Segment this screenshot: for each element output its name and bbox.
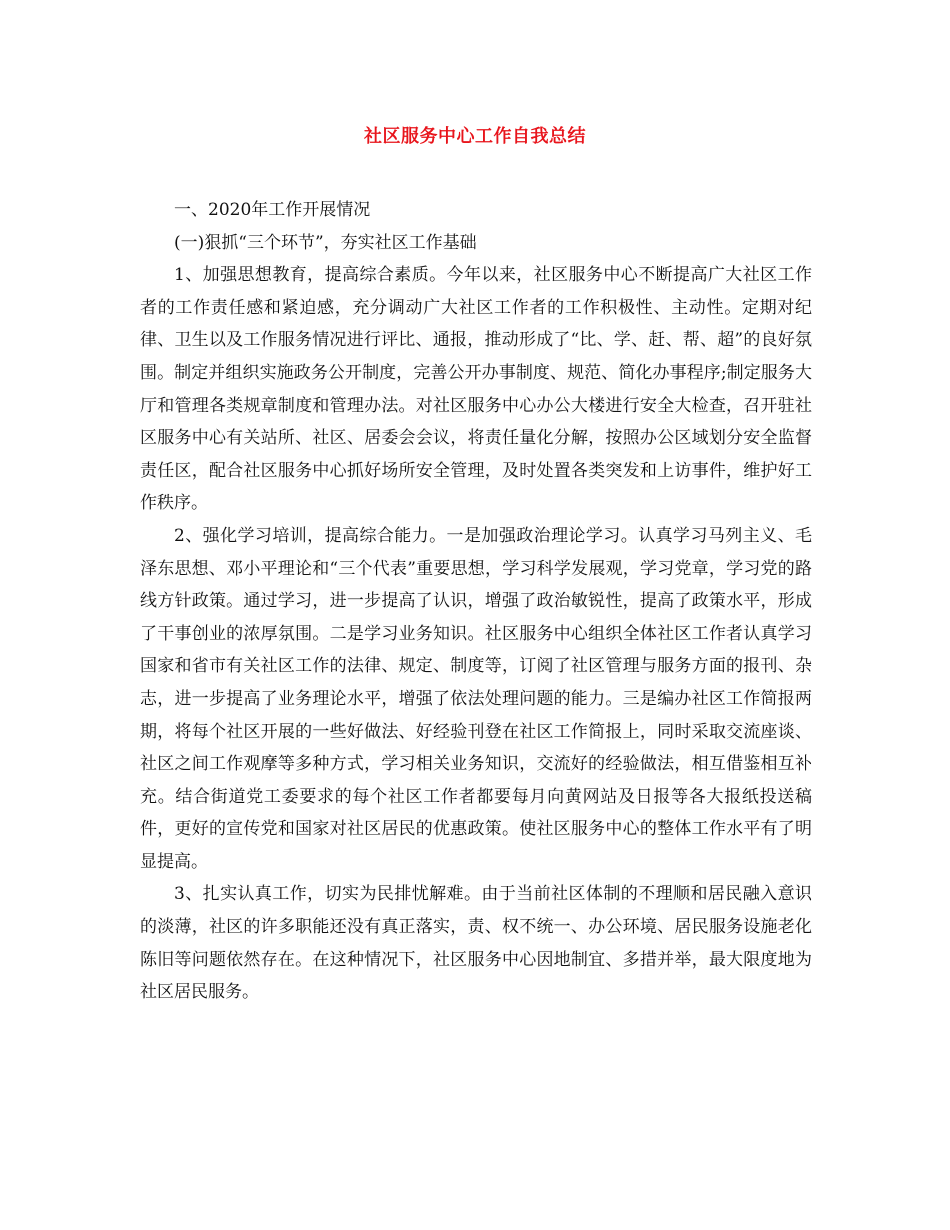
subsection-heading: (一)狠抓“三个环节”，夯实社区工作基础 [174,232,477,253]
paragraph-3: 3、扎实认真工作，切实为民排忧解难。由于当前社区体制的不理顺和居民融入意识的淡薄，社区的许多职能还没有真正落实，责、权不统一、办公环境、居民服务设施老化陈旧等问题依然存在。在这种情况下，社区服务中心因地制宜、多措并举，最大限度地为社区居民服务。 [140,884,812,1003]
document-body [140,194,812,1009]
paragraph-1: 1、加强思想教育，提高综合素质。今年以来，社区服务中心不断提高广大社区工作者的工作责任感和紧迫感，充分调动广大社区工作者的工作积极性、主动性。定期对纪律、卫生以及工作服务情况进行评比、通报，推动形成了“比、学、赶、帮、超”的良好氛围。制定并组织实施政务公开制度，完善公开办事制度、规范、简化办事程序;制定服务大厅和管理各类规章制度和管理办法。对社区服务中心办公大楼进行安全大检查，召开驻社区服务中心有关站所、社区、居委会会议，将责任量化分解，按照办公区域划分安全监督责任区，配合社区服务中心抓好场所安全管理，及时处置各类突发和上访事件，维护好工作秩序。 [140,265,812,514]
section-heading: 一、2020年工作开展情况 [174,200,371,220]
paragraph-2: 2、强化学习培训，提高综合能力。一是加强政治理论学习。认真学习马列主义、毛泽东思想、邓小平理论和“三个代表”重要思想，学习科学发展观，学习党章，学习党的路线方针政策。通过学习，进一步提高了认识，增强了政治敏锐性，提高了政策水平，形成了干事创业的浓厚氛围。二是学习业务知识。社区服务中心组织全体社区工作者认真学习国家和省市有关社区工作的法律、规定、制度等，订阅了社区管理与服务方面的报刊、杂志，进一步提高了业务理论水平，增强了依法处理问题的能力。三是编办社区工作简报两期，将每个社区开展的一些好做法、好经验刊登在社区工作简报上，同时采取交流座谈、社区之间工作观摩等多种方式，学习相关业务知识，交流好的经验做法，相互借鉴相互补充。结合街道党工委要求的每个社区工作者都要每月向黄网站及日报等各大报纸投送稿件，更好的宣传党和国家对社区居民的优惠政策。使社区服务中心的整体工作水平有了明显提高。 [140,525,812,872]
document-title: 社区服务中心工作自我总结 [364,126,586,147]
